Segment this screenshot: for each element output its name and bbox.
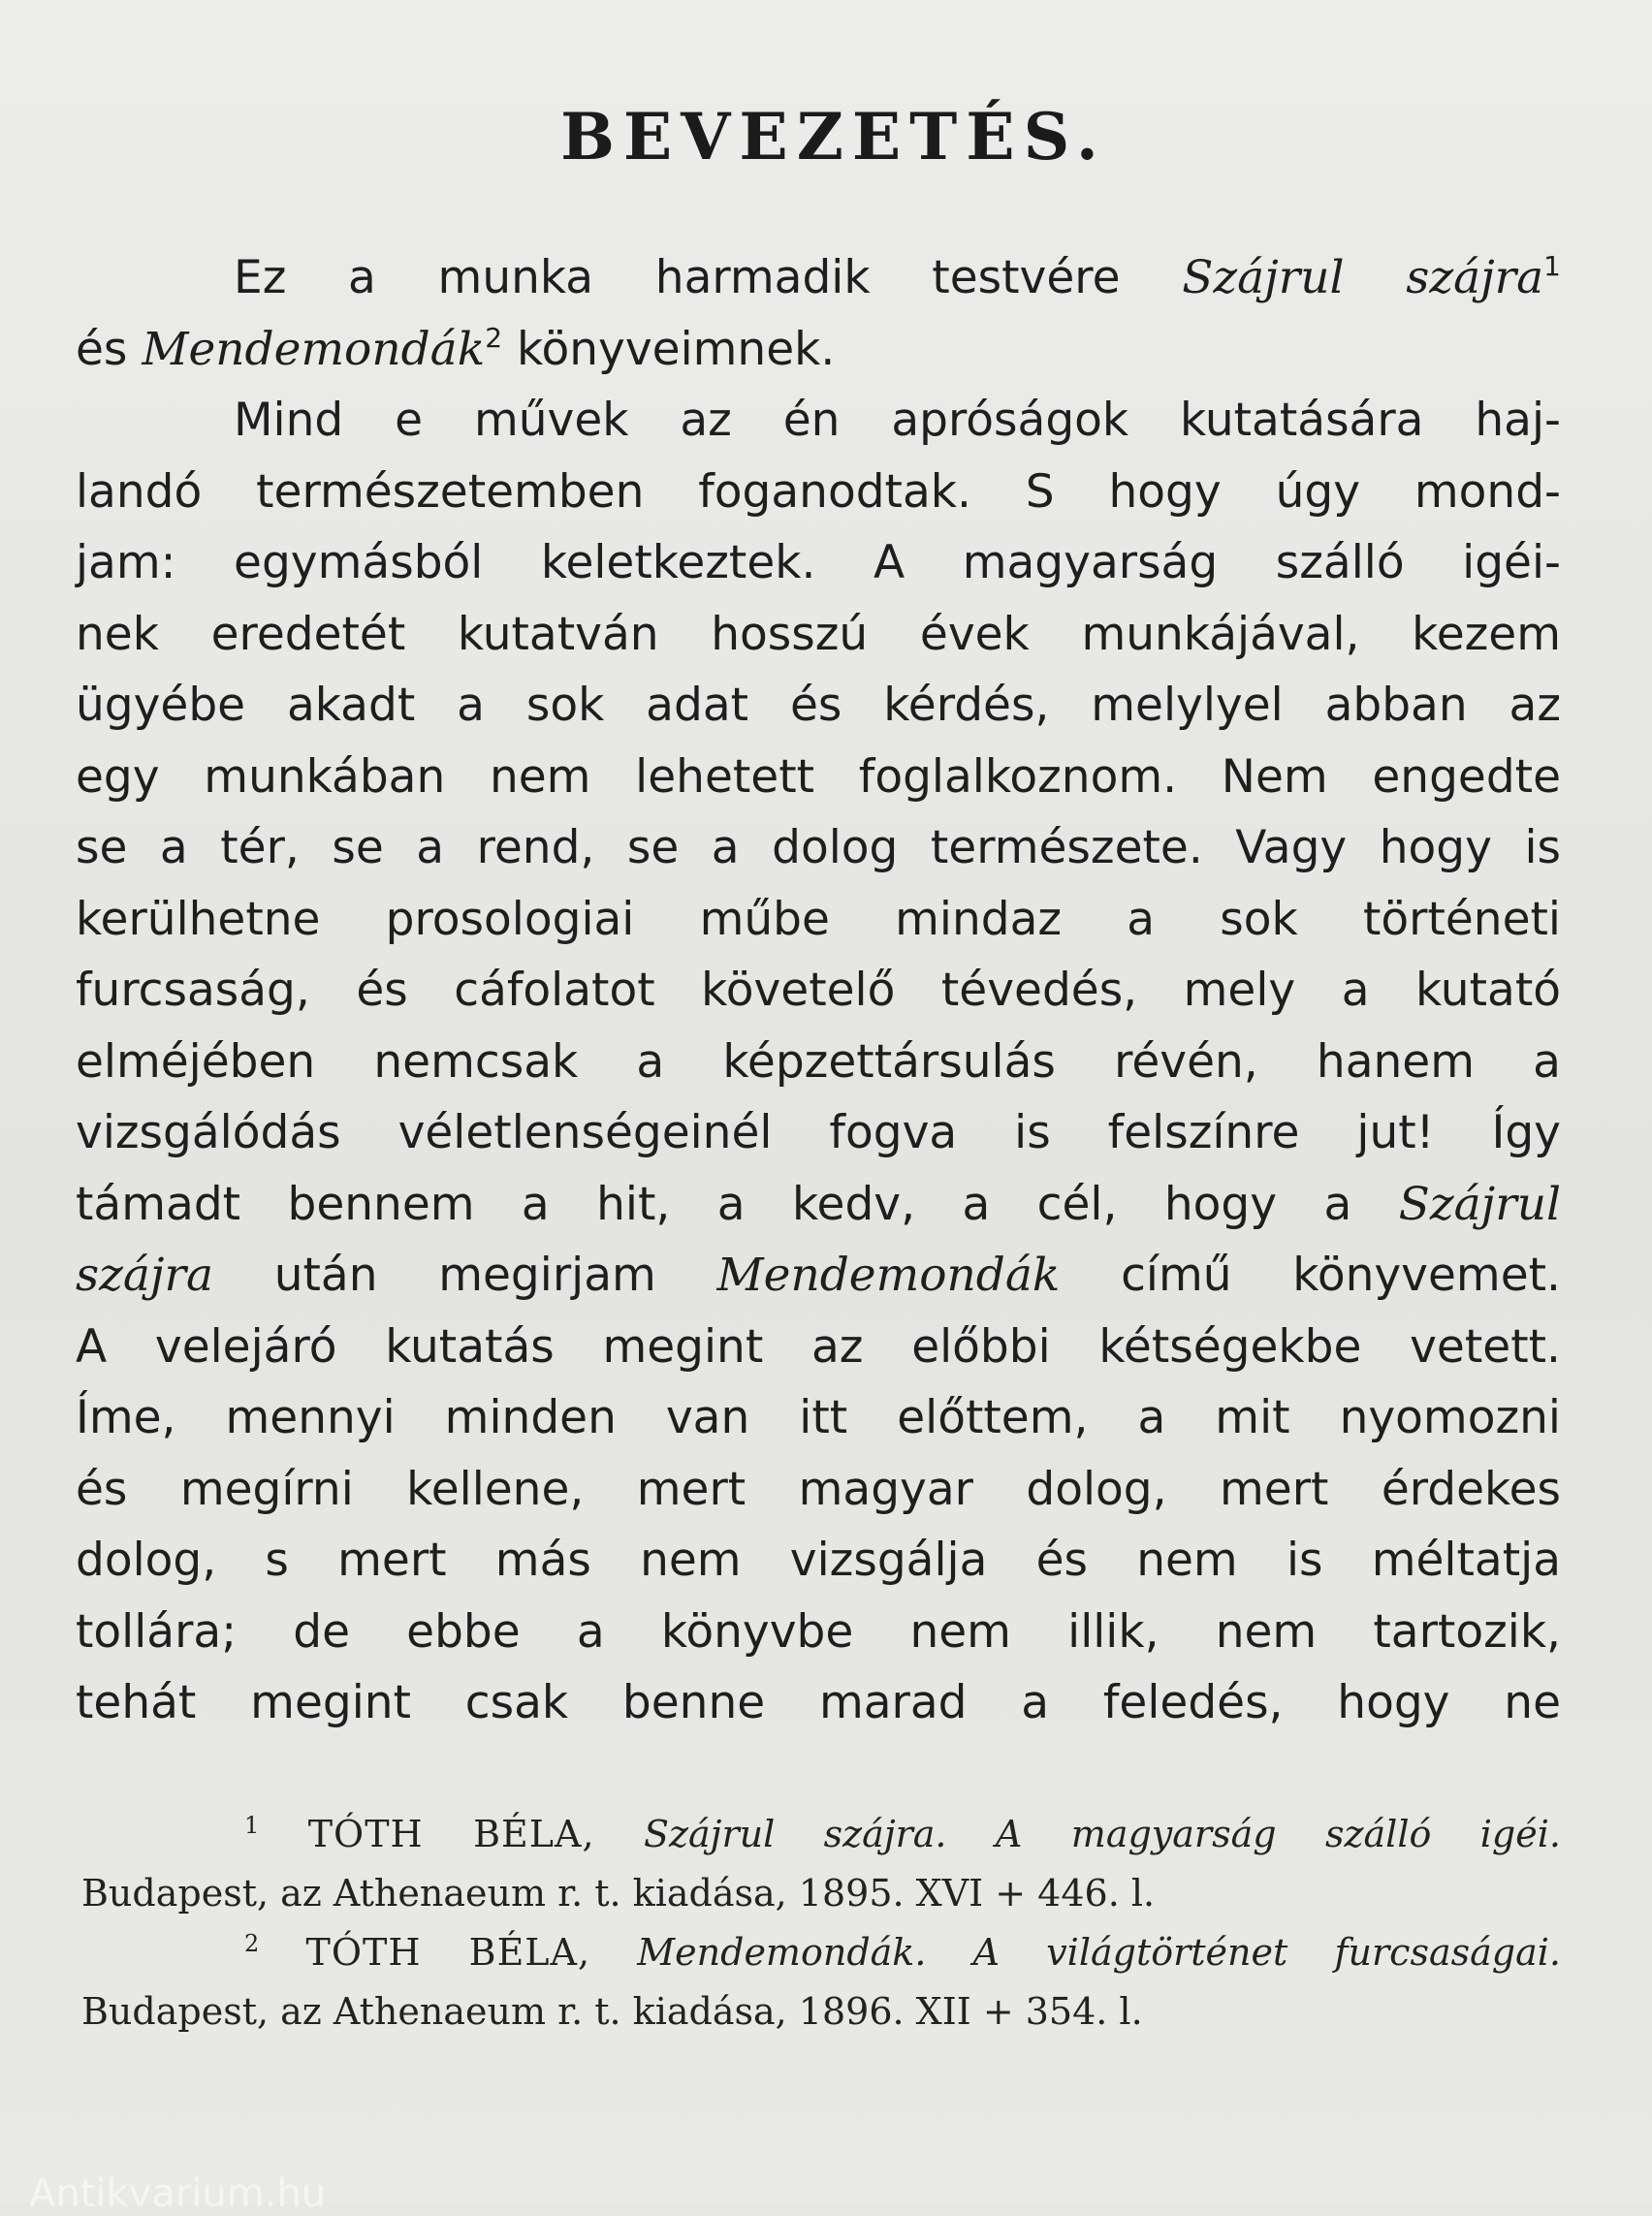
text-line: ügyébe akadt a sok adat és kérdés, melylyel abban az bbox=[76, 679, 1561, 732]
text-line: tollára; de ebbe a könyvbe nem illik, nem tartozik, bbox=[76, 1604, 1561, 1659]
book-title-italic: szájra bbox=[76, 1249, 213, 1302]
text-line: támadt bennem a hit, a kedv, a cél, hogy a Szájrul bbox=[76, 1177, 1561, 1231]
main-text bbox=[76, 242, 1561, 1739]
book-title-italic: Mendemondák bbox=[142, 322, 486, 376]
footnote-author: TÓTH BÉLA, bbox=[307, 1813, 595, 1855]
book-title-italic: Mendemondák bbox=[716, 1249, 1061, 1302]
text-line: és megírni kellene, mert magyar dolog, mert érdekes bbox=[76, 1462, 1561, 1516]
text-line: se a tér, se a rend, se a dolog természete. Vagy hogy is bbox=[76, 821, 1561, 874]
text-line: Íme, mennyi minden van itt előttem, a mit nyomozni bbox=[76, 1391, 1561, 1444]
text-line: A velejáró kutatás megint az előbbi kétségekbe vetett. bbox=[76, 1319, 1561, 1374]
footnote-book-title: Szájrul szájra. A magyarság szálló igéi. bbox=[643, 1813, 1561, 1855]
footnote-1-publication: Budapest, az Athenaeum r. t. kiadása, 1895. XVI + 446. l. bbox=[81, 1872, 1156, 1915]
text-line: Ez a munka harmadik testvére Szájrul szájra$^1$ bbox=[234, 250, 1561, 304]
text-line: elméjében nemcsak a képzettársulás révén, hanem a bbox=[76, 1034, 1561, 1089]
footnote-mark: 2 bbox=[244, 1930, 260, 1957]
footnote-mark: 1 bbox=[244, 1812, 260, 1839]
text-line: egy munkában nem lehetett foglalkoznom. Nem engedte bbox=[76, 749, 1561, 804]
footnotes bbox=[81, 1805, 1561, 2042]
footnote-author: TÓTH BÉLA, bbox=[305, 1931, 591, 1974]
footnote-ref[interactable]: 2 bbox=[485, 321, 503, 354]
text-line: landó természetemben foganodtak. S hogy úgy mond- bbox=[76, 464, 1561, 519]
text-line: Mind e művek az én apróságok kutatására haj- bbox=[234, 394, 1561, 447]
text-line: jam: egymásból keletkeztek. A magyarság szálló igéi- bbox=[76, 536, 1561, 589]
watermark: Antikvarium.hu bbox=[29, 2171, 327, 2216]
text-line: vizsgálódás véletlenségeinél fogva is felszínre jut! Így bbox=[76, 1106, 1561, 1159]
footnote-2-publication: Budapest, az Athenaeum r. t. kiadása, 1896. XII + 354. l. bbox=[81, 1990, 1143, 2033]
text-line: dolog, s mert más nem vizsgálja és nem is méltatja bbox=[76, 1534, 1561, 1587]
book-title-italic: Szájrul bbox=[1398, 1177, 1561, 1231]
text-line: nek eredetét kutatván hosszú évek munkájával, kezem bbox=[76, 607, 1561, 661]
chapter-title: BEVEZETÉS. bbox=[560, 99, 1107, 174]
book-title-italic: Szájrul szájra bbox=[1182, 251, 1544, 304]
text-line: szájra után megirjam Mendemondák című könyvemet. bbox=[76, 1249, 1561, 1302]
text-line: és Mendemondák$^2$ könyveimnek. bbox=[76, 321, 836, 376]
text-line: kerülhetne prosologiai műbe mindaz a sok történeti bbox=[76, 892, 1561, 946]
footnote-ref[interactable]: 1 bbox=[1543, 250, 1561, 282]
footnote-book-title: Mendemondák. A világtörténet furcsaságai. bbox=[637, 1931, 1561, 1974]
footnote-2 bbox=[81, 1923, 1561, 1982]
footnote-1 bbox=[81, 1805, 1561, 1864]
text-line: tehát megint csak benne marad a feledés, hogy ne bbox=[76, 1676, 1561, 1729]
text-line: furcsaság, és cáfolatot követelő tévedés, mely a kutató bbox=[76, 964, 1561, 1017]
